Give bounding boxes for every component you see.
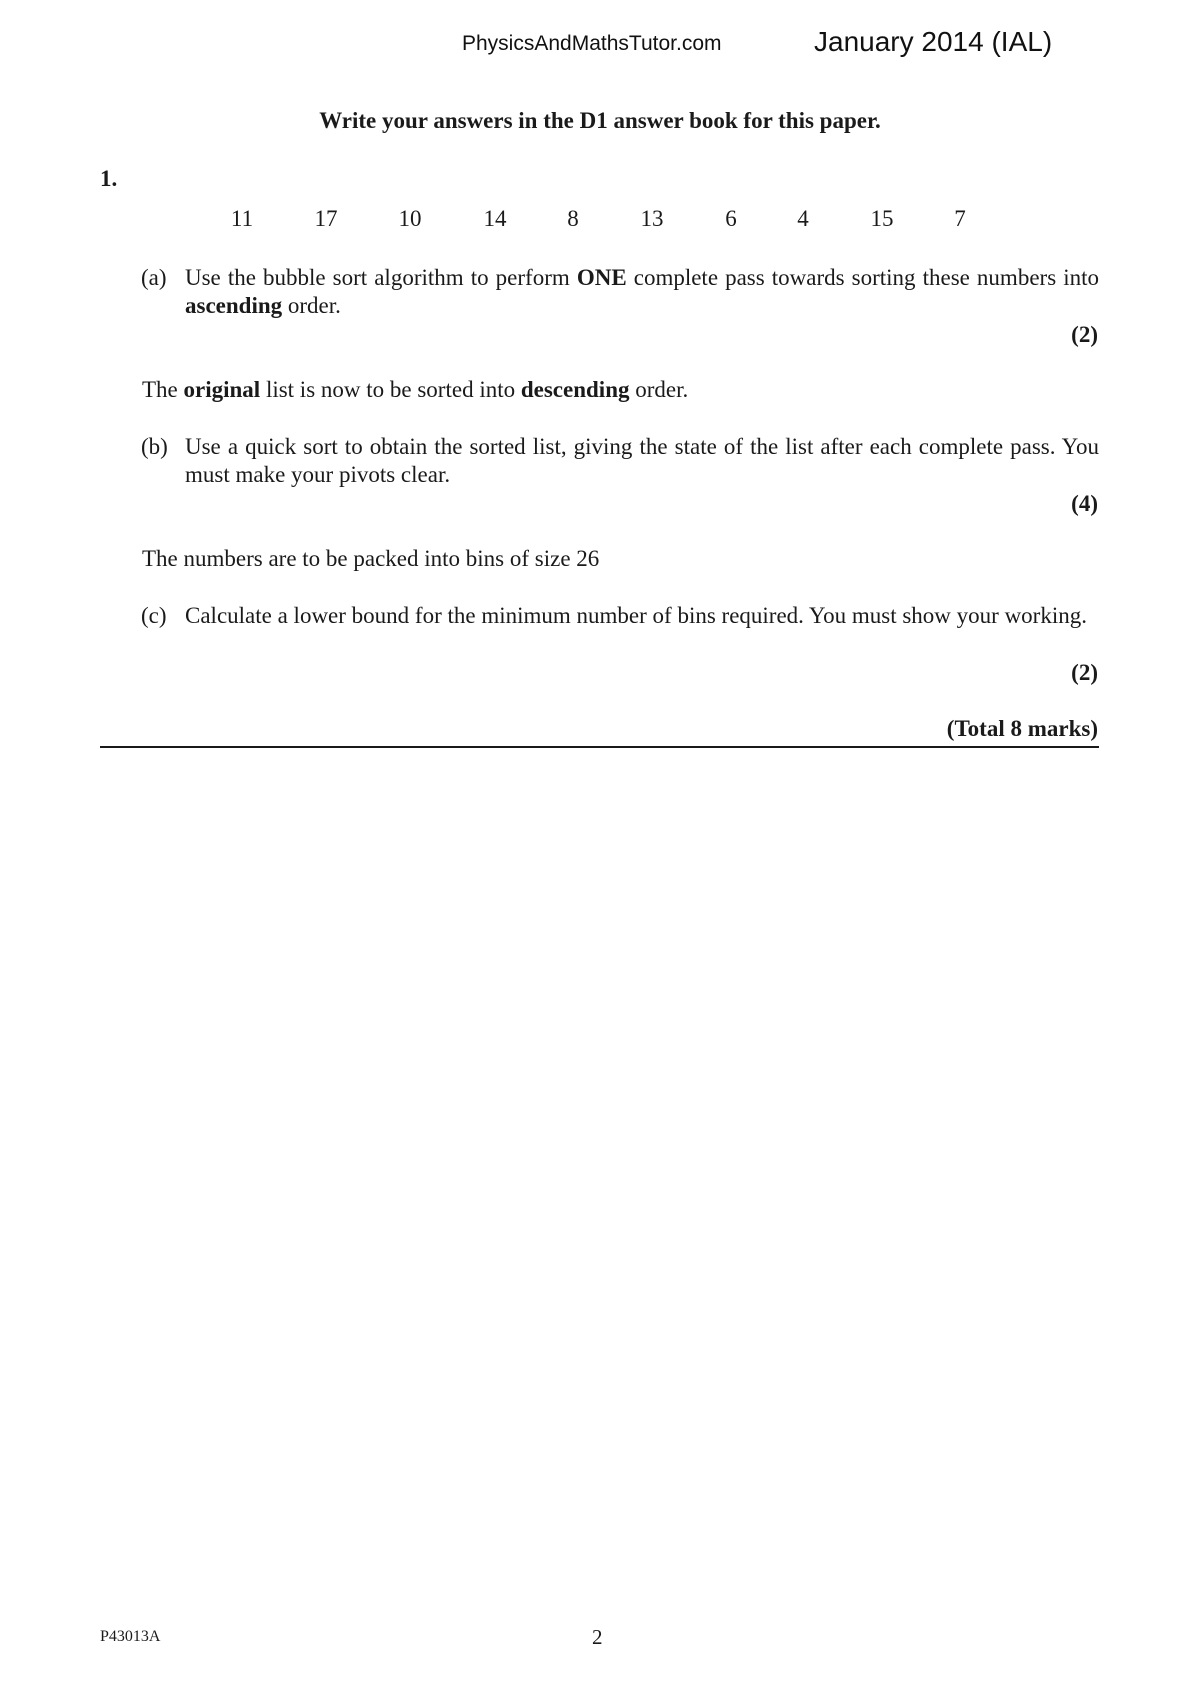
part-c-label: (c) [141, 603, 167, 628]
number-item: 8 [567, 206, 579, 231]
number-list [0, 206, 1190, 236]
part-a-marks: (2) [1071, 322, 1098, 347]
instruction-heading: Write your answers in the D1 answer book for this paper. [319, 108, 881, 133]
part-b [141, 433, 1099, 489]
part-c [141, 602, 1099, 630]
number-item: 17 [314, 206, 338, 231]
divider-line [100, 746, 1099, 748]
number-item: 14 [483, 206, 507, 231]
part-c-marks: (2) [1071, 660, 1098, 685]
paper-code: P43013A [100, 1628, 161, 1645]
question-number: 1. [100, 166, 118, 191]
part-a-text: Use the bubble sort algorithm to perform ONE complete pass towards sorting these numbers into ascending order. [185, 265, 1099, 318]
paragraph-bins: The numbers are to be packed into bins of size 26 [142, 546, 600, 571]
part-a-label: (a) [141, 265, 167, 290]
number-item: 6 [725, 206, 737, 231]
number-item: 13 [640, 206, 664, 231]
paragraph-descending: The original list is now to be sorted into descending order. [142, 377, 689, 402]
part-b-marks: (4) [1071, 491, 1098, 516]
part-b-text: Use a quick sort to obtain the sorted list, giving the state of the list after each complete pass. You must make your pivots clear. [185, 434, 1099, 487]
number-item: 4 [797, 206, 809, 231]
page-number: 2 [592, 1625, 603, 1649]
total-marks: (Total 8 marks) [946, 716, 1098, 741]
exam-session: January 2014 (IAL) [814, 26, 1053, 57]
number-item: 10 [398, 206, 422, 231]
part-a [141, 264, 1099, 320]
site-name: PhysicsAndMathsTutor.com [462, 32, 722, 55]
number-item: 7 [954, 206, 966, 231]
number-item: 15 [870, 206, 894, 231]
number-item: 11 [230, 206, 254, 231]
part-b-label: (b) [141, 434, 168, 459]
part-c-text: Calculate a lower bound for the minimum number of bins required. You must show your working. [185, 603, 1087, 628]
